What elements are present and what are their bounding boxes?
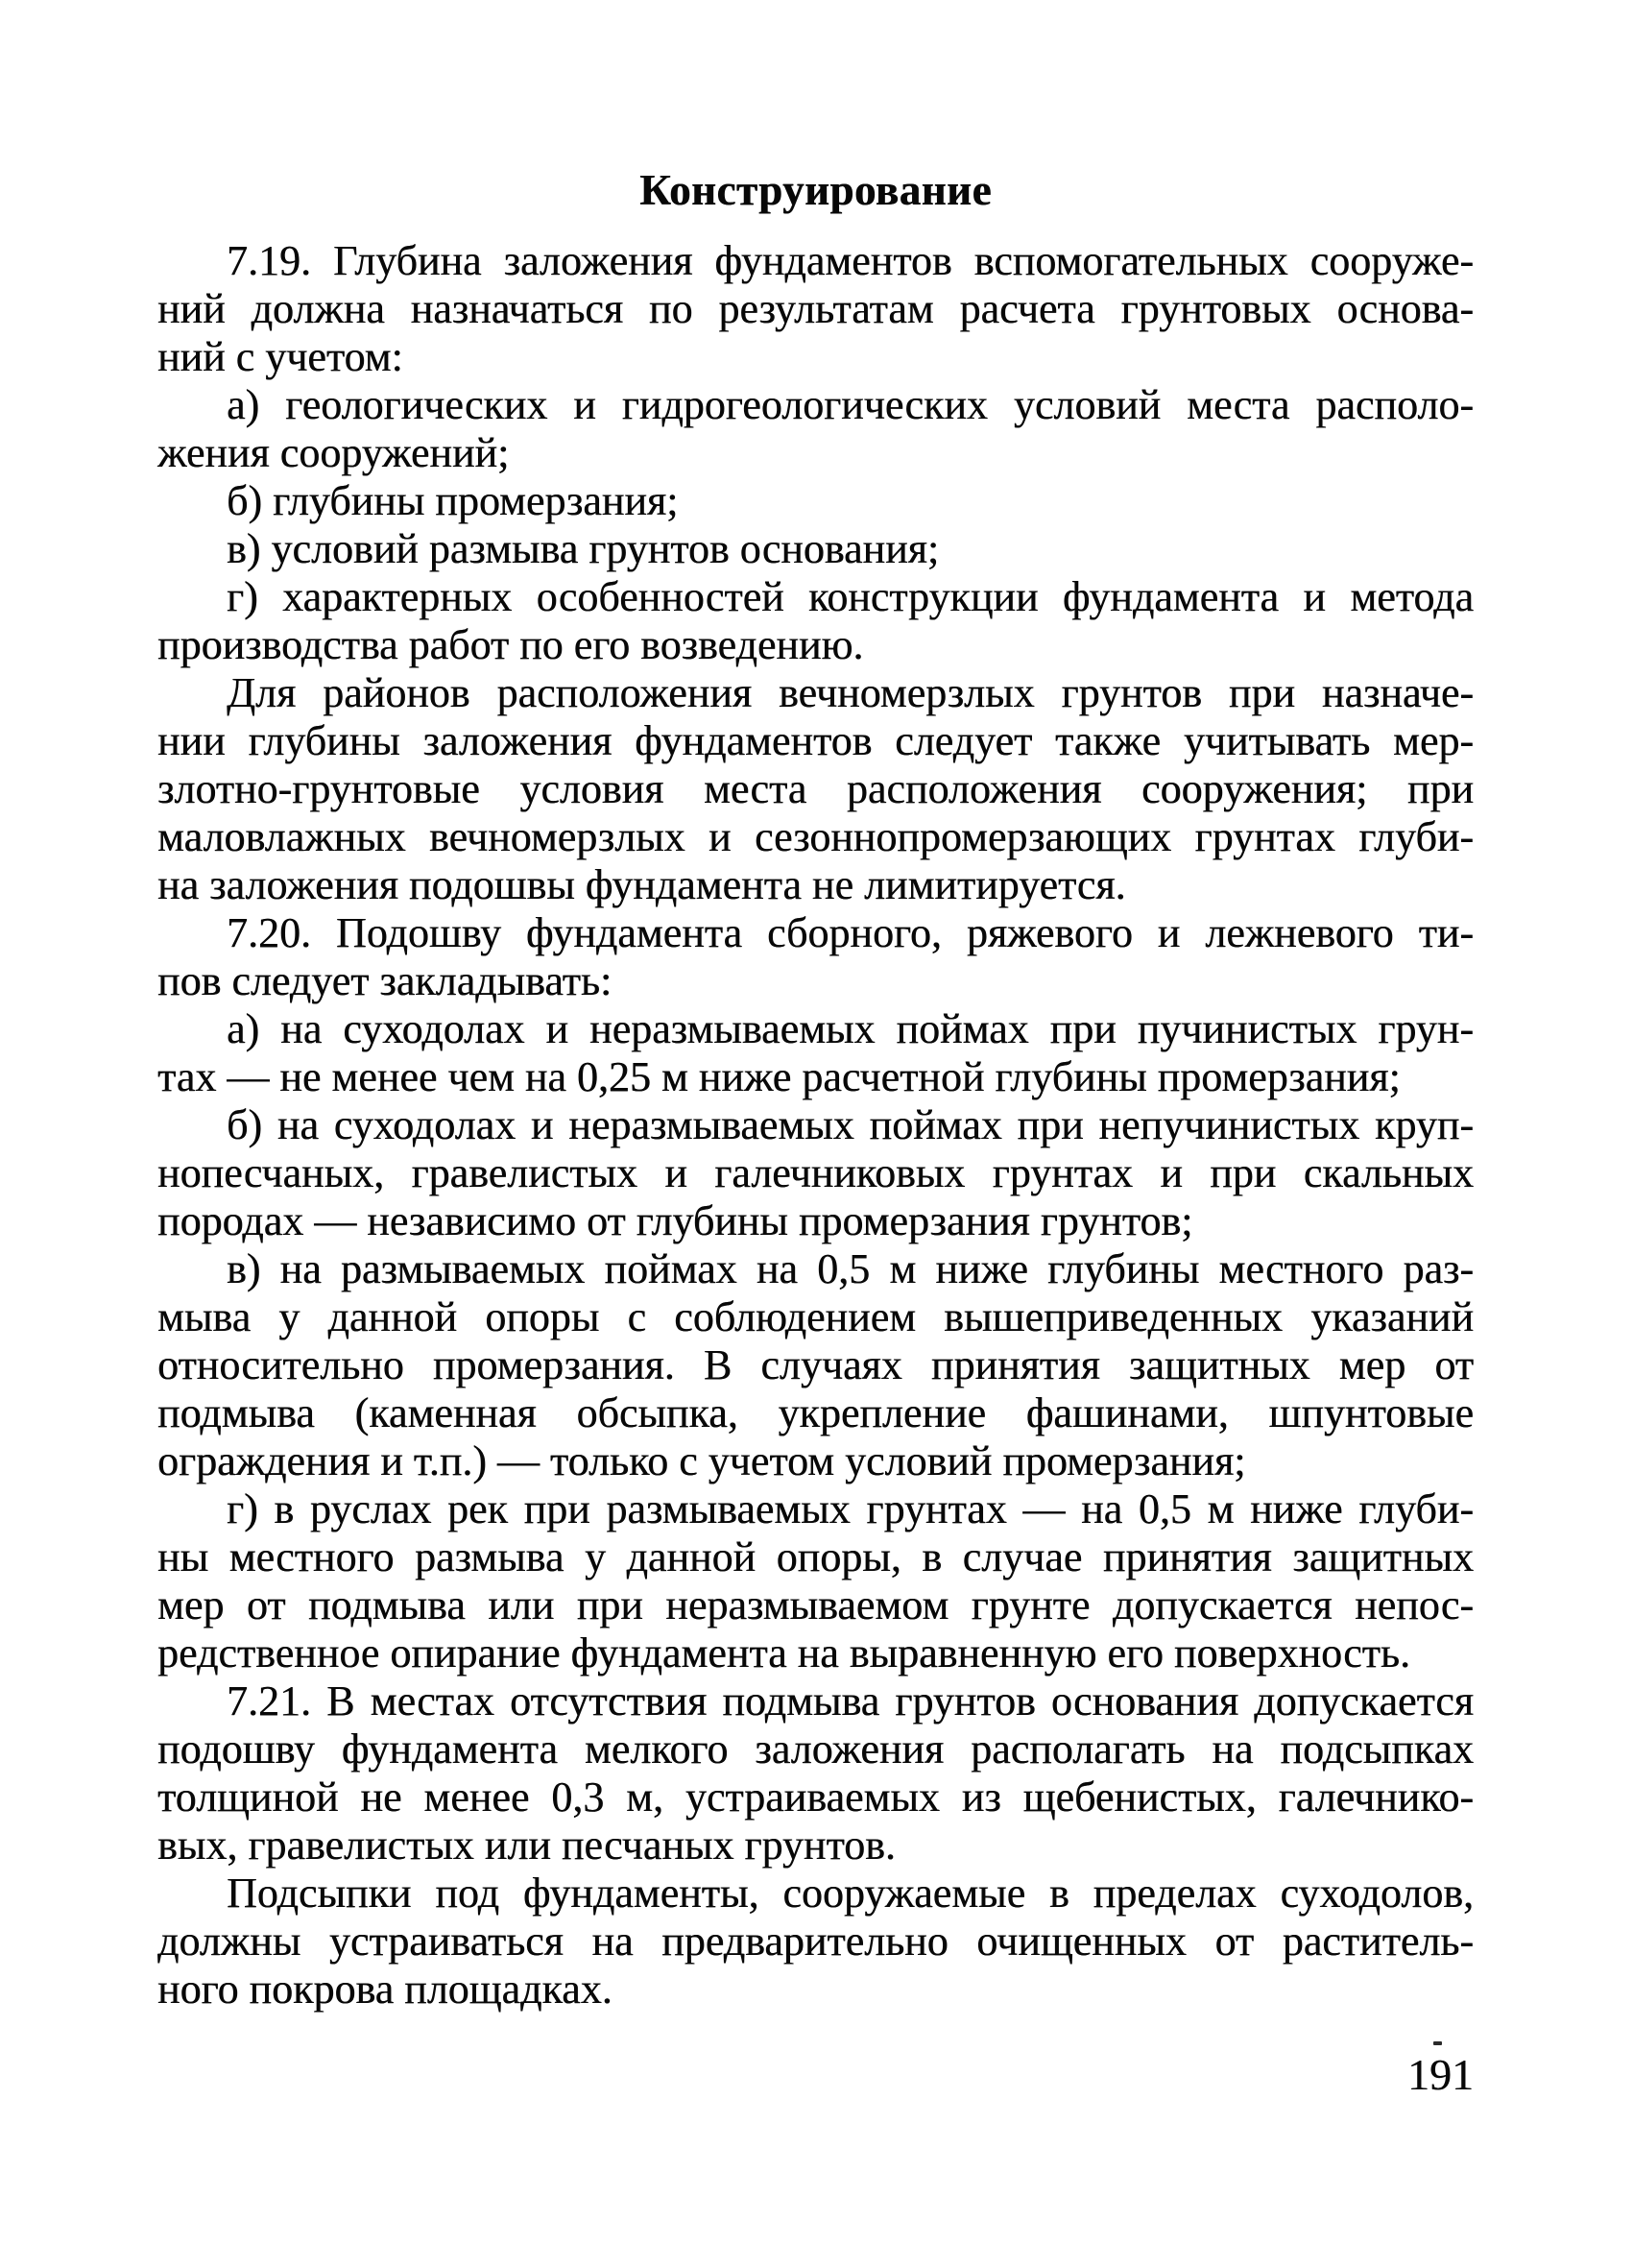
- text-line: пов следует закладывать:: [157, 957, 612, 1004]
- paragraph: [157, 477, 1474, 525]
- text-line: нии глубины заложения фундаментов следует также учитывать мер-: [157, 717, 1474, 764]
- text-line: Подсыпки под фундаменты, сооружаемые в пределах суходолов,: [227, 1870, 1474, 1917]
- text-line: в) условий размыва грунтов основания;: [227, 525, 940, 572]
- text-line: злотно-грунтовые условия места расположения сооружения; при: [157, 765, 1474, 812]
- text-line: толщиной не менее 0,3 м, устраиваемых из щебенистых, галечнико-: [157, 1773, 1474, 1821]
- text-line: мыва у данной опоры с соблюдением вышеприведенных указаний: [157, 1293, 1474, 1340]
- text-line: Для районов расположения вечномерзлых грунтов при назначе-: [227, 669, 1474, 716]
- text-line: 7.19. Глубина заложения фундаментов вспомогательных сооруже-: [227, 237, 1474, 284]
- paragraph: [157, 1485, 1474, 1677]
- text-line: подмыва (каменная обсыпка, укрепление фашинами, шпунтовые: [157, 1389, 1474, 1436]
- text-line: должны устраиваться на предварительно очищенных от раститель-: [157, 1918, 1474, 1965]
- text-line: относительно промерзания. В случаях принятия защитных мер от: [157, 1341, 1474, 1388]
- text-line: нопесчаных, гравелистых и галечниковых грунтах и при скальных: [157, 1149, 1474, 1196]
- text-line: ограждения и т.п.) — только с учетом условий промерзания;: [157, 1437, 1246, 1484]
- paragraph: [157, 909, 1474, 1005]
- text-line: б) на суходолах и неразмываемых поймах при непучинистых круп-: [227, 1101, 1474, 1148]
- text-line: мер от подмыва или при неразмываемом грунте допускается непос-: [157, 1581, 1474, 1629]
- text-line: подошву фундамента мелкого заложения располагать на подсыпках: [157, 1725, 1474, 1773]
- text-line: породах — независимо от глубины промерзания грунтов;: [157, 1197, 1193, 1244]
- paragraph: [157, 237, 1474, 381]
- page-number: 191: [1407, 2050, 1474, 2099]
- text-line: ного покрова площадках.: [157, 1966, 612, 2013]
- text-line: г) в руслах рек при размываемых грунтах — на 0,5 м ниже глуби-: [227, 1485, 1474, 1532]
- text-line: 7.20. Подошву фундамента сборного, ряжевого и лежневого ти-: [227, 909, 1474, 956]
- scan-artifact: [1433, 2041, 1442, 2045]
- text-line: маловлажных вечномерзлых и сезоннопромерзающих грунтах глуби-: [157, 813, 1474, 860]
- text-line: ний должна назначаться по результатам расчета грунтовых основа-: [157, 285, 1474, 332]
- text-line: г) характерных особенностей конструкции фундамента и метода: [227, 573, 1474, 620]
- text-line: б) глубины промерзания;: [227, 477, 679, 524]
- text-line: а) на суходолах и неразмываемых поймах при пучинистых грун-: [227, 1005, 1474, 1052]
- text-line: жения сооружений;: [157, 429, 510, 476]
- text-line: 7.21. В местах отсутствия подмыва грунтов основания допускается: [227, 1677, 1474, 1725]
- text-line: вых, гравелистых или песчаных грунтов.: [157, 1822, 896, 1869]
- text-line: на заложения подошвы фундамента не лимитируется.: [157, 861, 1126, 908]
- paragraph: [157, 669, 1474, 909]
- paragraph: [157, 525, 1474, 573]
- text-line: редственное опирание фундамента на выравненную его поверхность.: [157, 1629, 1410, 1677]
- paragraph: [157, 1870, 1474, 2014]
- paragraph: [157, 381, 1474, 477]
- body-text: [157, 237, 1474, 2014]
- paragraph: [157, 1101, 1474, 1245]
- text-line: ны местного размыва у данной опоры, в случае принятия защитных: [157, 1533, 1474, 1580]
- text-line: в) на размываемых поймах на 0,5 м ниже глубины местного раз-: [227, 1245, 1474, 1292]
- paragraph: [157, 1677, 1474, 1870]
- text-line: ний с учетом:: [157, 333, 403, 380]
- paragraph: [157, 573, 1474, 669]
- text-line: а) геологических и гидрогеологических условий места располо-: [227, 381, 1474, 428]
- paragraph: [157, 1245, 1474, 1485]
- text-line: тах — не менее чем на 0,25 м ниже расчетной глубины промерзания;: [157, 1053, 1401, 1100]
- page-title: Конструирование: [639, 166, 992, 214]
- paragraph: [157, 1005, 1474, 1101]
- text-line: производства работ по его возведению.: [157, 621, 864, 668]
